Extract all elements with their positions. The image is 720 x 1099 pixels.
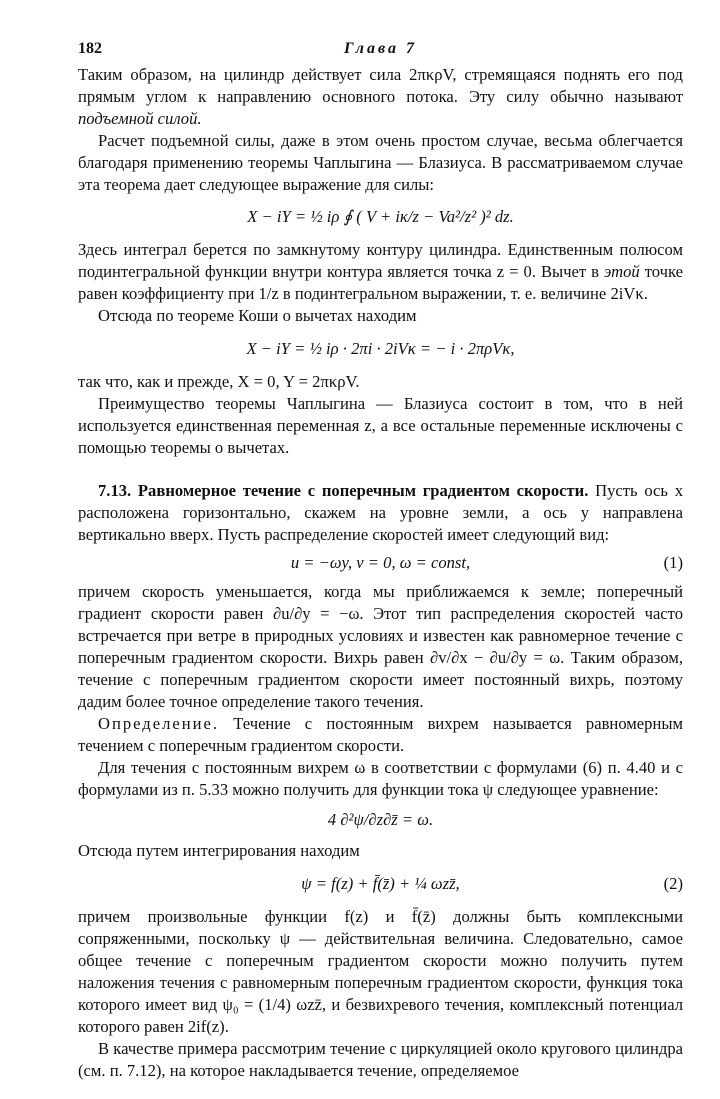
equation-stream: 4 ∂²ψ/∂z∂z̄ = ω. xyxy=(327,810,434,830)
paragraph-example: В качестве примера рассмотрим течение с циркуляцией около кругового цилиндра (см. п. 7.12), на которое накладывается течение, определяемое xyxy=(78,1038,683,1080)
section-7-13 xyxy=(78,480,683,546)
paragraph-cauchy: Отсюда по теореме Коши о вычетах находим xyxy=(98,306,417,326)
page-number: 182 xyxy=(78,40,102,57)
section-heading: 7.13. Равномерное течение с поперечным градиентом скорости. xyxy=(98,480,589,500)
equation-number: (1) xyxy=(663,553,683,573)
section-text: Пусть ось x расположена горизонтально, скажем на уровне земли, а ось y направлена вертикально вверх. Пусть распределение скоростей имеет следующий вид: xyxy=(78,480,683,544)
definition-label: Определение. xyxy=(98,713,220,733)
paragraph-definition xyxy=(78,713,683,757)
paragraph-text: Здесь интеграл берется по замкнутому контуру цилиндра. Единственным полюсом подинтегральной функции внутри контура является точка z = 0. Вычет в xyxy=(78,240,683,282)
paragraph-residue xyxy=(78,239,683,305)
paragraph-lift-force xyxy=(78,64,683,130)
paragraph-advantage: Преимущество теоремы Чаплыгина — Блазиуса состоит в том, что в ней используется единственная переменная z, а все остальные переменные исключены с помощью теоремы о вычетах. xyxy=(78,393,683,457)
paragraph-result: так что, как и прежде, X = 0, Y = 2πκρV. xyxy=(78,372,360,392)
paragraph-text: Таким образом, на цилиндр действует сила 2πκρV, стремящаяся поднять его под прямым углом к направлению основного потока. Эту силу обычно называют xyxy=(78,65,683,106)
equation-blasius: X − iY = ½ iρ ∮ ( V + iκ/z − Va²/z² )² dz. xyxy=(247,207,514,227)
equation-number: (2) xyxy=(663,874,683,894)
equation-body: u = −ωy, v = 0, ω = const, xyxy=(290,553,471,573)
paragraph-text: точке равен коэффициенту при 1/z в подинтегральном выражении, т. е. величине 2iVκ. xyxy=(78,262,683,304)
paragraph-blasius-intro: Расчет подъемной силы, даже в этом очень простом случае, весьма облегчается благодаря применению теоремы Чаплыгина — Блазиуса. В рассматриваемом случае эта теорема дает следующее выражение для силы: xyxy=(78,130,683,194)
chapter-title: Глава 7 xyxy=(343,40,418,57)
page xyxy=(78,40,683,1082)
equation-1 xyxy=(78,545,683,581)
equation-2 xyxy=(78,862,683,906)
paragraph-integration: Отсюда путем интегрирования находим xyxy=(78,841,360,861)
paragraph-gradient: причем скорость уменьшается, когда мы приближаемся к земле; поперечный градиент скорости равен ∂u/∂y = −ω. Этот тип распределения скоростей часто встречается при ветре в природных условиях и известен как равномерное течение с поперечным градиентом скорости. Вихрь равен ∂v/∂x − ∂u/∂y = ω. Таким образом, течение с поперечным градиентом скорости имеет постоянный вихрь, поэтому дадим более точное определение такого течения. xyxy=(78,582,683,711)
paragraph-stream-function: Для течения с постоянным вихрем ω в соответствии с формулами (6) п. 4.40 и с формулами из п. 5.33 можно получить для функции тока ψ следующее уравнение: xyxy=(78,757,683,799)
paragraph-conjugate: причем произвольные функции f(z) и f̄(z̄) должны быть комплексными сопряженными, поскольку ψ — действительная величина. Следовательно, самое общее течение с поперечным градиентом скорости можно получить путем наложения течения с равномерным поперечным градиентом скорости, функция тока которого имеет вид ψ₀ = (1/4) ωzz̄, и безвихревого течения, комплексный потенциал которого равен 2if(z). xyxy=(78,907,683,1036)
equation-body: ψ = f(z) + f̄(z̄) + ¼ ωzz̄, xyxy=(301,874,460,894)
running-header xyxy=(78,40,683,64)
emphasis-text: этой xyxy=(604,262,640,282)
equation-residue: X − iY = ½ iρ · 2πi · 2iVκ = − i · 2πρVκ, xyxy=(246,339,515,359)
emphasis-text: подъемной силой. xyxy=(78,108,202,128)
definition-text: Течение с постоянным вихрем называется равномерным течением с поперечным градиентом скорости. xyxy=(78,713,683,755)
